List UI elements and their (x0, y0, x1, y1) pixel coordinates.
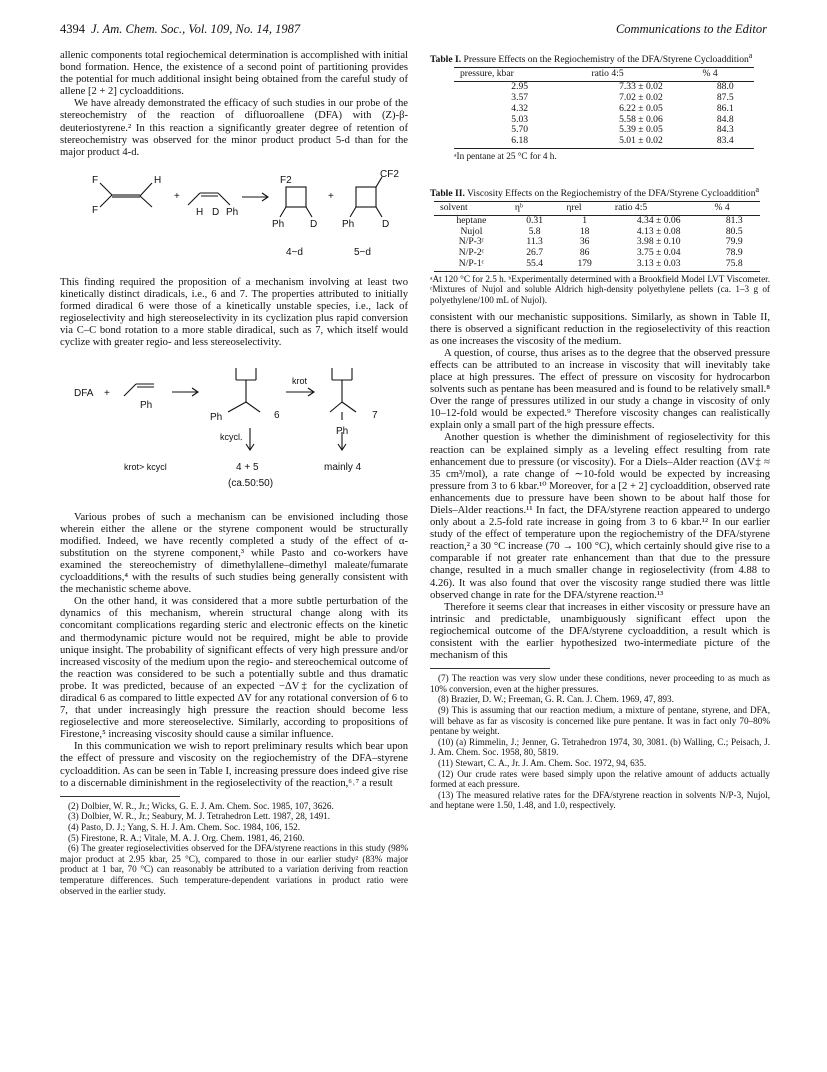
footnote: (6) The greater regioselectivities observed for the DFA/styrene reactions in this study (98% major product at 2.95 kbar, 25 °C), compared to those in our earlier study² (83% major product at 1 bar, 70 °C) can reasonably be attributed to a variation deriving from reaction temperature differences. Such temperature-dependent variations in product ratio were observed in the earlier study. (60, 843, 408, 896)
footnote: (13) The measured relative rates for the DFA/styrene reaction in solvents N/P-3, Nujol, and heptane were 1.50, 1.48, and 1.0, respectively. (430, 789, 770, 811)
reaction-scheme-1 (60, 165, 408, 267)
footnote: (4) Pasto, D. J.; Yang, S. H. J. Am. Chem. Soc. 1984, 106, 152. (68, 821, 300, 832)
table-row: N/P-1ᶜ 55.4 179 3.13 ± 0.03 75.8 (434, 259, 760, 271)
table-row: 5.70 5.39 ± 0.05 84.3 (511, 124, 734, 136)
column-header: ratio 4:5 (609, 201, 709, 215)
paragraph: On the other hand, it was considered that a more subtle perturbation of the dynamics of this mechanism, wherein structural change along with its concomitant complications regarding steric and electronic effects on the kinetic and thermodynamic picture would not be required, might be able to provide unique insight. The probability of significant effects of very high pressure and/or increased viscosity of the medium upon the regio- and stereochemical outcome of the reaction was considered to be such a potentially subtle and thus dramatic probe. It was predicted, because of an expected −ΔV‡ for the cyclization of diradical 6 as compared to little expected ΔV for any rotational conversion of 6 to 7, that under increasingly high pressure the reaction should become less regioselective and more stereoselective. Similarly, according to propositions of Firestone,⁵ increasing viscosity should cause a similar influence. (60, 596, 408, 741)
table-2 (434, 201, 760, 272)
footnote: (10) (a) Rimmelin, J.; Jenner, G. Tetrahedron 1974, 30, 3081. (b) Walling, C.; Peisach, J. J. Am. Chem. Soc. 1958, 80, 5819. (430, 736, 770, 758)
table-row: 3.57 7.02 ± 0.02 87.5 (511, 91, 734, 103)
footnote-rule (430, 668, 550, 669)
k-cycl-label: kcycl. (220, 431, 243, 442)
paragraph: consistent with our mechanistic suppositions. Similarly, as shown in Table II, there is observed a significant reduction in the regioselectivity of this reaction as one increases the viscosity of the medium. (430, 311, 770, 347)
k-rot-label: krot (292, 375, 308, 386)
footnote: (2) Dolbier, W. R., Jr.; Wicks, G. E. J. Am. Chem. Soc. 1985, 107, 3626. (68, 800, 334, 811)
table-row: heptane 0.31 1 4.34 ± 0.06 81.3 (456, 214, 743, 226)
plus-sign: + (174, 190, 180, 202)
reactant-dfa-label: DFA (74, 387, 94, 399)
footnote: (12) Our crude rates were based simply upon the relative amount of adducts actually formed at each pressure. (430, 768, 770, 790)
mainly-4: mainly 4 (324, 461, 362, 473)
footnotes-left (60, 801, 408, 896)
table-1-note: ᵃIn pentane at 25 °C for 4 h. (454, 150, 557, 161)
table-header-row (434, 201, 760, 215)
atom-label: F (92, 174, 99, 186)
table-row: 2.95 7.33 ± 0.02 88.0 (511, 81, 734, 93)
table-1 (454, 67, 754, 149)
table-row: N/P-3ᶜ 11.3 36 3.98 ± 0.10 79.9 (458, 236, 743, 248)
table-1-caption: Table I. Pressure Effects on the Regiochemistry of the DFA/Styrene Cycloaddition$^a$ (430, 51, 753, 66)
table-row: 4.32 6.22 ± 0.05 86.1 (511, 102, 734, 114)
atom-label: H (154, 174, 162, 186)
paragraph: Therefore it seems clear that increases in either viscosity or pressure have an intrinsic and predictable, unambiguously significant effect upon the regiochemical outcome of the DFA/styrene cycloaddition, a result which is consistent with the earlier hypothesized two-intermediate picture of the mechanism of this (430, 601, 770, 662)
footnote-rule (60, 796, 180, 797)
paragraph: This finding required the proposition of a mechanism involving at least two kinetically distinct diradicals, i.e., 6 and 7. The properties attributed to initially formed diradical 6 were those of a kinetically unstable species, i.e., lack of regioselectivity and high stereoselectivity in its cyclization plus rapid conversion via C–C bond rotation to a more stable diradical, such as 7, which itself would cyclize with greater regio- and less stereoselectivity. (60, 276, 408, 349)
paragraph: We have already demonstrated the efficacy of such studies in our probe of the stereochemistry of the reaction of difluoroallene (DFA) with (Z)-β-deuteriostyrene.² In this reaction a significantly greater degree of retention of stereochemistry was observed for the minor product product 5-d than for the major product 4-d. (60, 98, 408, 158)
table-row: Nujol 5.8 18 4.13 ± 0.08 80.5 (460, 225, 743, 237)
column-header: ηᵇ (509, 201, 561, 215)
page-number: 4394 (60, 22, 85, 36)
compound-label-5d: 5−d (354, 246, 371, 258)
atom-label: D (382, 218, 390, 230)
atom-label: D (310, 218, 318, 230)
reaction-scheme-2 (60, 356, 408, 502)
right-column (430, 50, 770, 811)
footnote: (9) This is assuming that our reaction medium, a mixture of pentane, styrene, and DFA, will behave as far as viscosity is concerned like pure pentane. It was in fact only 70–80% pentane by weight. (430, 705, 770, 737)
atom-label: H (196, 206, 204, 218)
column-header: pressure, kbar (454, 68, 585, 82)
table-row: 5.03 5.58 ± 0.06 84.8 (511, 113, 734, 125)
paragraph: Various probes of such a mechanism can be envisioned including those wherein either the allene or the styrene component would be structurally modified. Indeed, we have recently completed a study of the effect of α-substitution on the styrene component,³ while Pasto and co-workers have examined the stereochemistry of dimethylallene–dimethyl maleate/fumarate cycloadditions,⁴ with the results of such studies being generally consistent with the mechanistic scheme above. (60, 511, 408, 596)
rate-condition: krot> kcycl (124, 461, 167, 472)
atom-label: Ph (272, 218, 285, 230)
products-4-5: 4 + 5 (236, 461, 259, 473)
atom-label: F2 (280, 174, 292, 186)
table-2-caption: Table II. Viscosity Effects on the Regiochemistry of the DFA/Styrene Cycloaddition$^a$ (430, 184, 760, 199)
column-header: % 4 (708, 201, 760, 215)
table-header-row (454, 68, 754, 82)
compound-label-4d: 4−d (286, 246, 303, 258)
footnote: (5) Firestone, R. A.; Vitale, M. A. J. Org. Chem. 1981, 46, 2160. (68, 832, 305, 843)
section-title: Communications to the Editor (615, 22, 767, 36)
paragraph: In this communication we wish to report preliminary results which bear upon the effect of pressure and viscosity on the regiochemistry of the DFA–styrene cycloaddition. As can be seen in Table I, increasing pressure does indeed give rise to a discernable diminishment in the regioselectivity of the reaction,⁶˒⁷ a result (60, 741, 408, 789)
atom-label: CF2 (380, 168, 399, 180)
column-header: ηrel (560, 201, 609, 215)
product-ratio: (ca.50:50) (228, 477, 274, 489)
footnote: (11) Stewart, C. A., Jr. J. Am. Chem. Soc. 1972, 94, 635. (438, 757, 647, 768)
paragraph: A question, of course, thus arises as to the degree that the observed pressure effects can be attributed to an increase in viscosity that will inevitably take place at high pressures. The effect of pressure on viscosity for hydrocarbon solvents such as pentane has been measured and is found to be relatively small.⁸ Over the range of pressures utilized in our study a change in viscosity of only 10–12-fold would be expected.⁹ Therefore viscosity changes can realistically explain only a small part of the high pressure effects. (430, 347, 770, 432)
footnote: (7) The reaction was very slow under these conditions, never proceeding to as much as 10% conversion, even at the higher pressures. (430, 673, 770, 694)
paragraph: allenic components total regiochemical determination is accomplished with initial bond formation. Hence, the existence of a second point of partitioning provides the potential for much additional insight being obtained from the careful study of allene [2 + 2] cycloadditions. (60, 50, 408, 98)
column-header: ratio 4:5 (585, 68, 696, 82)
plus-sign: + (328, 190, 334, 202)
journal-citation: J. Am. Chem. Soc., Vol. 109, No. 14, 1987 (91, 22, 301, 36)
atom-label: F (92, 204, 99, 216)
column-header: % 4 (696, 68, 754, 82)
atom-label: Ph (342, 218, 355, 230)
atom-label: Ph (336, 425, 349, 437)
diradical-7-label: 7 (372, 409, 378, 421)
left-column (60, 50, 408, 896)
table-row: N/P-2ᶜ 26.7 86 3.75 ± 0.04 78.9 (458, 247, 743, 259)
atom-label: Ph (140, 399, 153, 411)
plus-sign: + (104, 387, 110, 399)
atom-label: Ph (226, 206, 239, 218)
running-header (60, 22, 767, 40)
column-header: solvent (434, 201, 509, 215)
footnotes-right (430, 673, 770, 811)
footnote: (8) Brazier, D. W.; Freeman, G. R. Can. J. Chem. 1969, 47, 893. (438, 694, 674, 705)
table-2-note: ᵃAt 120 °C for 2.5 h. ᵇExperimentally determined with a Brookfield Model LVT Viscometer. ᶜMixtures of Nujol and soluble Aldrich high-density polyethylene pellets (ca. 1–3 g of polyethylene/100 mL of Nujol). (430, 273, 770, 305)
paragraph: Another question is whether the diminishment of regioselectivity for this reaction can be explained simply as a leveling effect resulting from rate enhancement due to pressure (or viscosity). For a Diels–Alder reaction (ΔV‡ ≈ 35 cm³/mol), a rate change of ∼10-fold would be expected by increasing pressure from 3 to 6 kbar.¹⁰ Moreover, for a [2 + 2] cycloaddition, observed rate enhancements due to pressure have been shown to be about half those for Diels–Alder reactions.¹¹ In fact, the DFA/styrene reaction appeared to undergo only about a 2.5-fold rate increase in going from 3 to 6 kbar.¹² In our earlier study of the effect of temperature upon the regiochemistry of the DFA/styrene reaction,² a 30 °C increase (70 → 100 °C), which certainly should give rise to a comparable if not greater rate enhancement than that due to the pressure change, resulted in a much smaller change in regioselectivity (from 4.88 to 4.26). It was also found that over the viscosity range studied there was little observed change in rate for the DFA/styrene reaction.¹³ (430, 432, 770, 601)
footnote: (3) Dolbier, W. R., Jr.; Seabury, M. J. Tetrahedron Lett. 1987, 28, 1491. (68, 811, 331, 822)
table-row: 6.18 5.01 ± 0.02 83.4 (454, 136, 754, 148)
diradical-6-label: 6 (274, 409, 280, 421)
atom-label: D (212, 206, 220, 218)
atom-label: Ph (210, 411, 223, 423)
